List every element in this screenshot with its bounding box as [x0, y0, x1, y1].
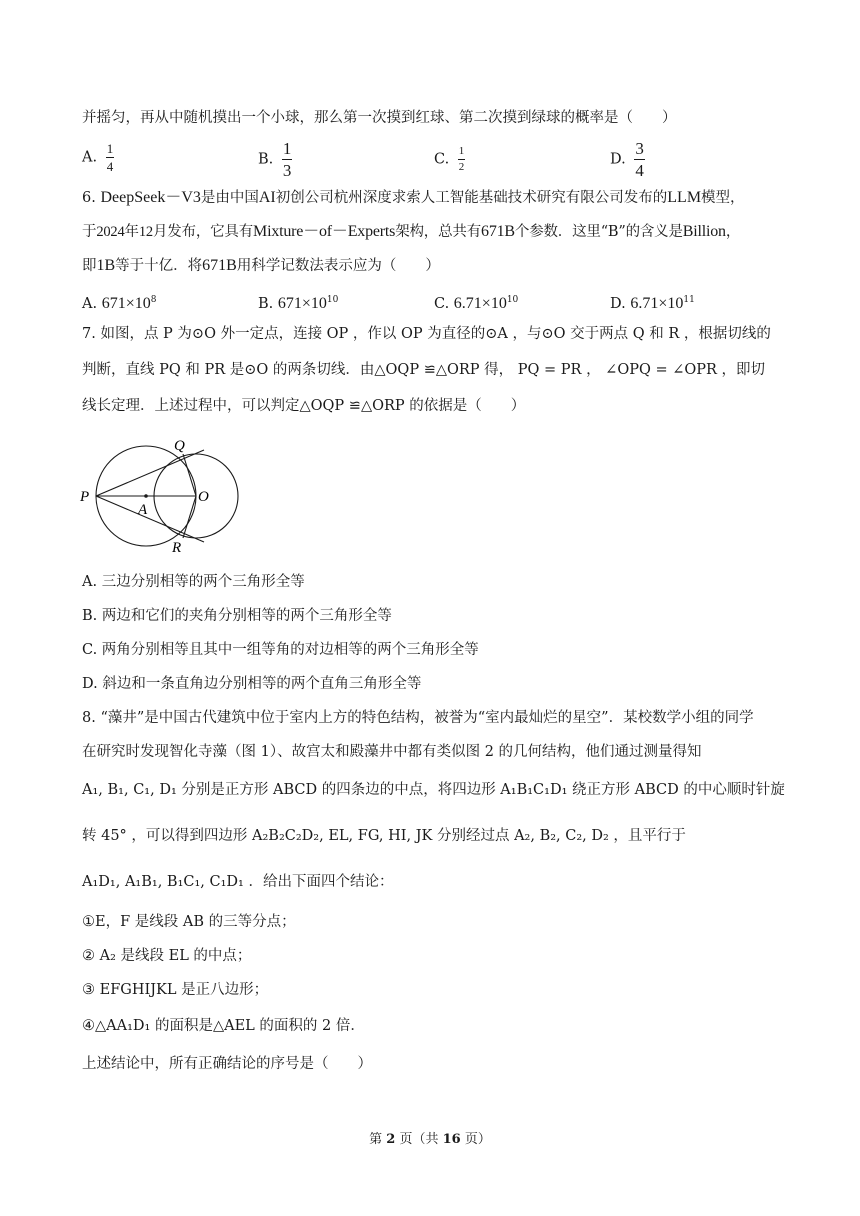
q5-option-b-den: 3 — [282, 161, 292, 180]
q6-text: 等于十亿．将 — [115, 258, 203, 274]
q6-option-a-base: 671×10 — [101, 294, 151, 312]
label-o: O — [198, 489, 209, 505]
q6-text: ， — [725, 224, 741, 240]
q8-conclusion-1: ①E，F 是线段 AB 的三等分点； — [82, 914, 296, 930]
q5-option-c-num: 1 — [458, 146, 466, 160]
footer-pre: 第 — [369, 1132, 383, 1147]
q6-671b: 671B — [202, 257, 237, 274]
footer-total-pages: 16 — [442, 1132, 461, 1147]
q5-option-b-fraction — [282, 140, 293, 179]
q7-line-1: 7. 如图，点 P 为⊙O 外一定点，连接 OP ，作以 OP 为直径的⊙A ，与⊙O 交于两点 Q 和 R ，根据切线的 — [82, 326, 771, 342]
label-r: R — [172, 540, 182, 556]
q5-continued-text: 并摇匀，再从中随机摸出一个小球，那么第一次摸到红球、第二次摸到绿球的概率是（ ） — [82, 110, 677, 126]
footer-page-number: 2 — [386, 1132, 396, 1147]
q8-line-2: 在研究时发现智化寺藻（图 1）、故宫太和殿藻井中都有类似图 2 的几何结构，他们通过测量得知 — [82, 744, 702, 760]
q6-param-count: 671B — [481, 223, 515, 240]
q5-option-a — [82, 142, 114, 173]
q6-model-name: DeepSeek－V3 — [100, 189, 201, 206]
q6-option-a-letter: A. — [82, 295, 98, 312]
q6-option-d-exp: 11 — [683, 295, 695, 305]
q5-option-c-letter: C. — [434, 151, 450, 168]
q6-option-d-base: 6.71×10 — [630, 294, 684, 312]
q8-final-question: 上述结论中，所有正确结论的序号是（ ） — [82, 1056, 372, 1072]
q5-option-a-num: 1 — [106, 141, 114, 156]
page-footer — [0, 1128, 860, 1147]
q6-option-d — [610, 290, 695, 314]
q6-text: 个参数．这里“B”的含义是 — [514, 224, 683, 240]
q6-billion: Billion — [682, 223, 726, 240]
q6-line-1 — [82, 188, 745, 208]
q5-option-a-den: 4 — [106, 159, 114, 174]
q6-1b: 1B — [96, 257, 116, 274]
q6-text: 年 — [124, 224, 139, 240]
q6-text: 月发布，它具有 — [152, 224, 254, 240]
q6-option-a-exp: 8 — [150, 295, 157, 305]
q5-option-c — [434, 146, 465, 173]
q6-option-c-letter: C. — [434, 295, 450, 312]
q7-line-2: 判断，直线 PQ 和 PR 是⊙O 的两条切线．由△OQP ≌△ORP 得， PQ = PR ， ∠OPQ = ∠OPR ，即切 — [82, 362, 766, 378]
q8-conclusion-3: ③ EFGHIJKL 是正八边形； — [82, 982, 269, 998]
q6-option-b — [258, 290, 338, 314]
radius-oq — [183, 454, 196, 496]
q5-option-d-letter: D. — [610, 151, 626, 168]
q7-option-b: B. 两边和它们的夹角分别相等的两个三角形全等 — [82, 608, 392, 624]
q5-option-c-fraction — [458, 146, 466, 173]
q6-text: 即 — [82, 258, 97, 274]
q5-option-c-den: 2 — [458, 161, 465, 173]
tangent-pq — [96, 450, 204, 496]
q5-option-d-den: 4 — [635, 161, 644, 180]
q6-option-c-base: 6.71×10 — [453, 294, 507, 312]
q5-option-d-num: 3 — [635, 139, 644, 158]
q6-option-b-exp: 10 — [326, 295, 339, 305]
q7-circle-figure — [76, 430, 256, 560]
q6-option-a — [82, 290, 156, 314]
q6-moe: Mixture－of－Experts — [253, 223, 396, 240]
q8-line-4: 转 45° ，可以得到四边形 A₂B₂C₂D₂, EL, FG, HI, JK 分别经过点 A₂, B₂, C₂, D₂ ，且平行于 — [82, 828, 686, 844]
q6-text: 用科学记数法表示应为（ ） — [236, 258, 440, 274]
q6-ai: AI — [258, 189, 276, 206]
tangent-pr — [96, 496, 204, 542]
q6-text: 模型， — [701, 190, 745, 206]
q5-option-d-fraction — [634, 140, 645, 179]
q5-option-b — [258, 140, 292, 179]
q8-conclusion-2: ② A₂ 是线段 EL 的中点； — [82, 948, 252, 964]
q6-option-b-base: 671×10 — [277, 294, 327, 312]
q7-line-3: 线长定理．上述过程中，可以判定△OQP ≌△ORP 的依据是（ ） — [82, 398, 526, 414]
q5-option-b-num: 1 — [282, 139, 292, 158]
q6-text: 是由中国 — [200, 190, 259, 206]
q5-option-a-letter: A. — [82, 149, 98, 166]
q6-option-b-letter: B. — [258, 295, 274, 312]
q6-line-3 — [82, 256, 440, 276]
q6-line-2 — [82, 222, 740, 242]
q6-text: 于 — [82, 224, 97, 240]
footer-post: 页） — [464, 1132, 491, 1147]
q6-number: 6. — [82, 190, 96, 206]
q6-year: 2024 — [96, 224, 125, 240]
label-a: A — [138, 502, 148, 518]
center-a-dot — [144, 494, 148, 498]
q6-month: 12 — [138, 224, 153, 240]
q7-option-d: D. 斜边和一条直角边分别相等的两个直角三角形全等 — [82, 676, 422, 692]
footer-mid: 页（共 — [399, 1132, 439, 1147]
q5-option-b-letter: B. — [258, 151, 274, 168]
q5-option-a-fraction — [106, 142, 115, 173]
radius-or — [183, 496, 196, 538]
label-q: Q — [174, 438, 185, 454]
q7-option-c: C. 两角分别相等且其中一组等角的对边相等的两个三角形全等 — [82, 642, 479, 658]
q8-line-5: A₁D₁, A₁B₁, B₁C₁, C₁D₁ ．给出下面四个结论： — [82, 874, 394, 890]
q6-llm: LLM — [667, 189, 702, 206]
q7-option-a: A. 三边分别相等的两个三角形全等 — [82, 574, 305, 590]
label-p: P — [80, 489, 90, 505]
q6-text: 架构，总共有 — [395, 224, 482, 240]
q6-option-c-exp: 10 — [506, 295, 519, 305]
q6-option-d-letter: D. — [610, 295, 626, 312]
q6-text: 初创公司杭州深度求索人工智能基础技术研究有限公司发布的 — [275, 190, 668, 206]
q8-line-1: 8. “藻井”是中国古代建筑中位于室内上方的特色结构，被誉为“室内最灿烂的星空”．某校数学小组的同学 — [82, 710, 754, 726]
q8-conclusion-4: ④△AA₁D₁ 的面积是△AEL 的面积的 2 倍． — [82, 1018, 365, 1034]
q5-option-d — [610, 140, 645, 179]
q8-line-3: A₁, B₁, C₁, D₁ 分别是正方形 ABCD 的四条边的中点，将四边形 A₁B₁C₁D₁ 绕正方形 ABCD 的中心顺时针旋 — [82, 782, 785, 798]
q6-option-c — [434, 290, 518, 314]
